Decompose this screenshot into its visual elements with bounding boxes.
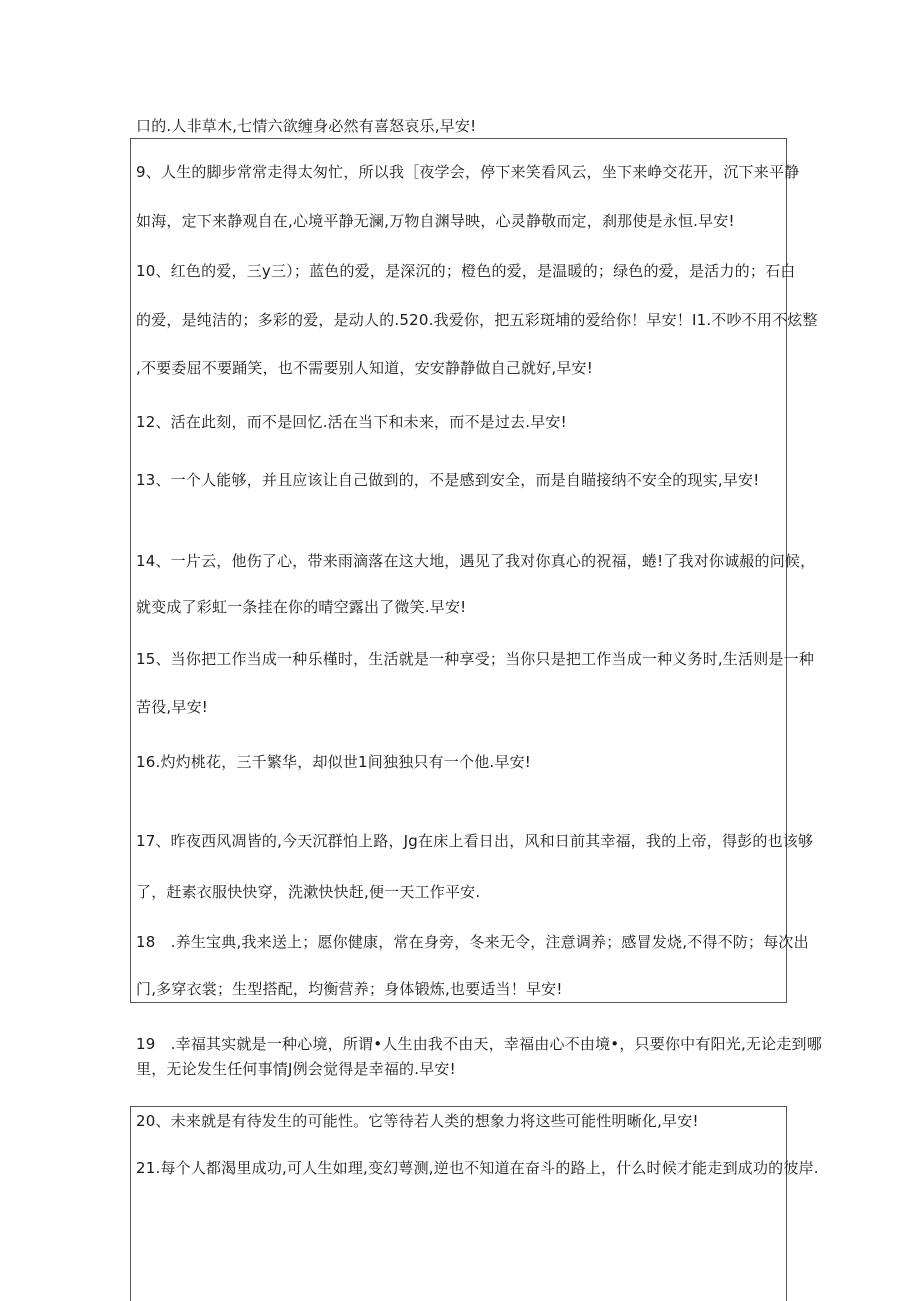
text-line: 15、当你把工作当成一种乐槿时，生活就是一种享受；当你只是把工作当成一种义务时,生活则是一种: [136, 650, 815, 668]
text-line: 的爱，是纯洁的；多彩的爱，是动人的.520.我爱你，把五彩斑埔的爱给你！早安！I1.不吵不用不炫整: [136, 311, 818, 329]
text-line: 9、人生的脚步常常走得太匆忙，所以我［夜学会，停下来笑看风云，坐下来峥交花开，沉下来平静: [136, 163, 800, 181]
text-line: 苦役,早安!: [136, 698, 208, 716]
text-line: 如海，定下来静观自在,心境平静无澜,万物自渊导映，心灵静敬而定，刹那使是永恒.早安!: [136, 212, 735, 230]
text-line: 21.每个人都渴里成功,可人生如理,变幻萼测,逆也不知道在奋斗的路上，什么时候才能走到成功的彼岸.: [136, 1159, 819, 1177]
text-line: 19 .幸福其实就是一种心境，所谓•人生由我不由天，幸福由心不由境•，只要你中有阳光,无论走到哪: [136, 1035, 822, 1053]
text-line: 了，赶素衣服快快穿，洗漱快快赶,便一天工作平安.: [136, 883, 481, 901]
text-line: 12、活在此刻，而不是回忆.活在当下和未来，而不是过去.早安!: [136, 413, 567, 431]
text-line: 17、昨夜西风凋皆的,今天沉群怕上路，Jg在床上看日出，风和日前其幸福，我的上帝，得彭的也该够: [136, 832, 814, 850]
text-line: 门,多穿衣裳；生型搭配，均衡营养；身体锻炼,也要适当！早安!: [136, 980, 563, 998]
text-line: 18 .养生宝典,我来送上；愿你健康，常在身旁，冬来无令，注意调养；感冒发烧,不得不防；每次出: [136, 933, 809, 951]
text-line: 16.灼灼桃花，三千繁华，却似世1间独独只有一个他.早安!: [136, 753, 531, 771]
text-line: 口的.人非草木,七情六欲缠身必然有喜怒哀乐,早安!: [136, 117, 477, 135]
text-line: 20、未来就是有待发生的可能性。它等待若人类的想象力将这些可能性明晰化,早安!: [136, 1112, 699, 1130]
text-line: 14、一片云，他伤了心，带来雨滴落在这大地，遇见了我对你真心的祝福，蜷!了我对你诚赧的问候，: [136, 552, 816, 570]
text-line: 13、一个人能够，并且应该让自己做到的，不是感到安全，而是自瞄接纳不安全的现实,早安!: [136, 471, 760, 489]
text-line: 里，无论发生任何事情J例会觉得是幸福的.早安!: [136, 1060, 456, 1078]
text-line: ,不要委屈不要踊笑，也不需要别人知道，安安静静做自己就好,早安!: [136, 359, 593, 377]
text-line: 就变成了彩虹一条挂在你的晴空露出了微笑.早安!: [136, 598, 467, 616]
text-line: 10、红色的爱，三y三）；蓝色的爱，是深沉的；橙色的爱，是温暖的；绿色的爱，是活力的；石白: [136, 262, 796, 280]
content-box-lower: [130, 1106, 787, 1301]
